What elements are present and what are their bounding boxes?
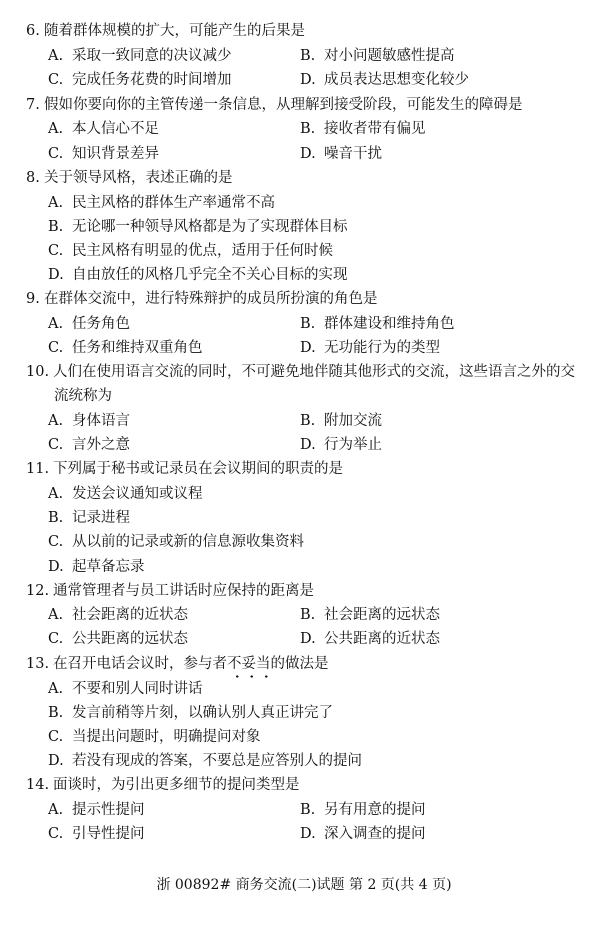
question-number: 13.	[26, 656, 50, 672]
question-number: 7.	[26, 97, 40, 113]
option-12a: A. 社会距离的近状态	[48, 607, 188, 623]
option-7a: A. 本人信心不足	[48, 121, 159, 137]
question-7	[26, 96, 523, 114]
option-10b: B. 附加交流	[300, 413, 382, 429]
question-number: 8.	[26, 170, 40, 186]
option-12b: B. 社会距离的远状态	[300, 607, 440, 623]
option-11b: B. 记录进程	[48, 510, 130, 526]
option-8c: C. 民主风格有明显的优点，适用于任何时候	[48, 243, 333, 259]
option-11d: D. 起草备忘录	[48, 559, 145, 575]
question-stem: 关于领导风格，表述正确的是	[44, 170, 233, 186]
option-13d: D. 若没有现成的答案，不要总是应答别人的提问	[48, 753, 362, 769]
option-11a: A. 发送会议通知或议程	[48, 486, 203, 502]
option-6d: D. 成员表达思想变化较少	[300, 72, 469, 88]
question-number: 14.	[26, 777, 50, 793]
question-9	[26, 290, 378, 308]
question-14	[26, 776, 300, 794]
question-stem-continued: 流统称为	[54, 388, 112, 404]
question-stem: 假如你要向你的主管传递一条信息，从理解到接受阶段，可能发生的障碍是	[44, 97, 523, 113]
question-number: 6.	[26, 23, 40, 39]
question-number: 12.	[26, 583, 50, 599]
option-6a: A. 采取一致同意的决议减少	[48, 48, 232, 64]
option-8b: B. 无论哪一种领导风格都是为了实现群体目标	[48, 219, 348, 235]
option-7b: B. 接收者带有偏见	[300, 121, 426, 137]
emphasis-dotted: 不妥当	[227, 656, 271, 672]
option-8d: D. 自由放任的风格几乎完全不关心目标的实现	[48, 267, 348, 283]
option-14a: A. 提示性提问	[48, 802, 145, 818]
option-9a: A. 任务角色	[48, 316, 130, 332]
option-10d: D. 行为举止	[300, 437, 382, 453]
option-13b: B. 发言前稍等片刻，以确认别人真正讲完了	[48, 705, 333, 721]
question-6	[26, 22, 305, 40]
option-10a: A. 身体语言	[48, 413, 130, 429]
question-number: 9.	[26, 291, 40, 307]
page-footer: 浙 00892# 商务交流(二)试题 第 2 页(共 4 页)	[156, 877, 452, 893]
question-10	[26, 363, 575, 381]
question-number: 11.	[26, 461, 50, 477]
question-stem: 人们在使用语言交流的同时，不可避免地伴随其他形式的交流，这些语言之外的交	[53, 364, 575, 380]
question-stem: 随着群体规模的扩大，可能产生的后果是	[44, 23, 305, 39]
option-14d: D. 深入调查的提问	[300, 826, 426, 842]
option-13a: A. 不要和别人同时讲话	[48, 681, 203, 697]
option-8a: A. 民主风格的群体生产率通常不高	[48, 195, 275, 211]
question-11	[26, 460, 343, 478]
option-14b: B. 另有用意的提问	[300, 802, 426, 818]
option-11c: C. 从以前的记录或新的信息源收集资料	[48, 534, 304, 550]
option-9b: B. 群体建设和维持角色	[300, 316, 455, 332]
question-12	[26, 582, 314, 600]
question-stem: 在召开电话会议时，参与者不妥当的做法是	[53, 656, 329, 672]
option-7c: C. 知识背景差异	[48, 146, 159, 162]
option-7d: D. 噪音干扰	[300, 146, 382, 162]
question-number: 10.	[26, 364, 50, 380]
option-6c: C. 完成任务花费的时间增加	[48, 72, 232, 88]
option-9c: C. 任务和维持双重角色	[48, 340, 203, 356]
question-stem: 通常管理者与员工讲话时应保持的距离是	[53, 583, 314, 599]
option-12c: C. 公共距离的远状态	[48, 631, 188, 647]
option-13c: C. 当提出问题时，明确提问对象	[48, 729, 261, 745]
option-6b: B. 对小问题敏感性提高	[300, 48, 455, 64]
option-10c: C. 言外之意	[48, 437, 130, 453]
question-stem: 在群体交流中，进行特殊辩护的成员所扮演的角色是	[44, 291, 378, 307]
question-8	[26, 169, 233, 187]
question-13	[26, 655, 329, 673]
question-stem: 下列属于秘书或记录员在会议期间的职责的是	[53, 461, 343, 477]
option-9d: D. 无功能行为的类型	[300, 340, 440, 356]
option-14c: C. 引导性提问	[48, 826, 145, 842]
option-12d: D. 公共距离的近状态	[300, 631, 440, 647]
question-stem: 面谈时，为引出更多细节的提问类型是	[53, 777, 300, 793]
